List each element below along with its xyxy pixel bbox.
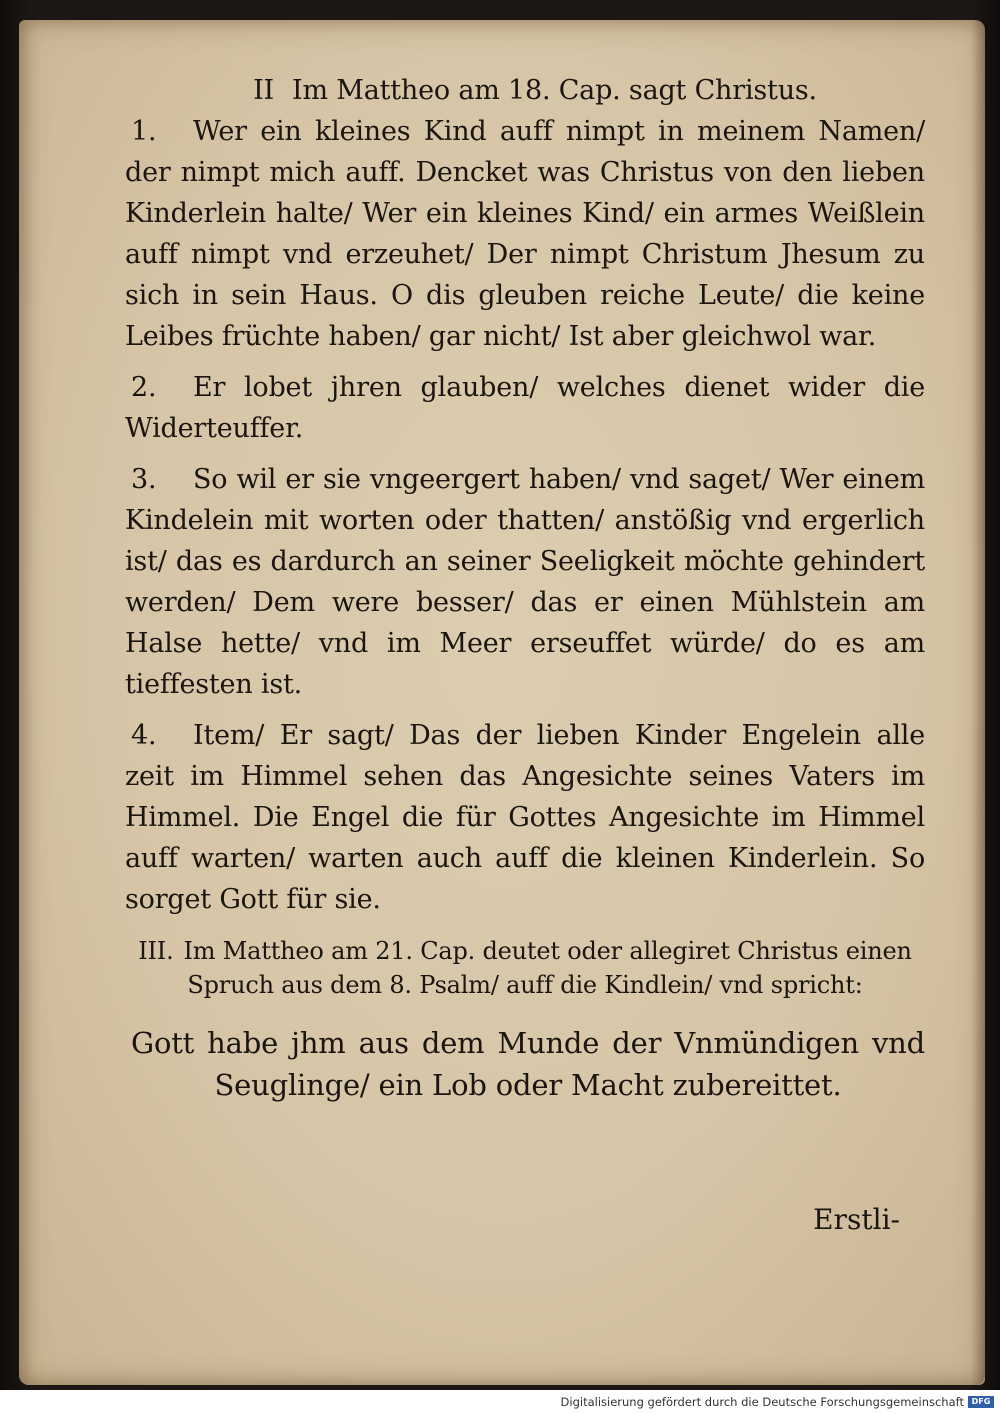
page-text [125,70,925,1106]
section-heading-2 [125,70,925,111]
catchword: Erstli- [813,1203,900,1236]
paragraph-text: Wer ein kleines Kind auff nimpt in meinem Namen/ der nimpt mich auff. Dencket was Christus von den lieben Kinderlein halte/ Wer ein kleines Kind/ ein armes Weißlein auff nimpt vnd erzeuhet/ Der nimpt Christum Jhesum zu sich in sein Haus. O dis gleuben reiche Leute/ die keine Leibes früchte haben/ gar nicht/ Ist aber gleichwol war. [125,116,925,352]
paragraph-number: 3. [131,464,157,495]
section-numeral: III. [138,937,174,965]
section-numeral: II [253,75,275,106]
paragraph-number: 4. [131,720,157,751]
section-heading-3 [125,934,925,1002]
paragraph-text: Er lobet jhren glauben/ welches dienet wider die Widerteuffer. [125,372,925,444]
paragraph-text: So wil er sie vngeergert haben/ vnd saget/ Wer einem Kindelein mit worten oder thatten/ anstößig vnd ergerlich ist/ das es dardurch an seiner Seeligkeit möchte gehindert werden/ Dem were besser/ das er einen Mühlstein am Halse hette/ vnd im Meer erseuffet würde/ do es am tieffesten ist. [125,464,925,700]
footer-bar [0,1390,1000,1414]
paragraph-text: Item/ Er sagt/ Das der lieben Kinder Engelein alle zeit im Himmel sehen das Angesichte seines Vaters im Himmel. Die Engel die für Gottes Angesichte im Himmel auff warten/ warten auch auff die kleinen Kinderlein. So sorget Gott für sie. [125,720,925,915]
dfg-logo: DFG [968,1396,994,1408]
scripture-quote: Gott habe jhm aus dem Munde der Vnmündigen vnd Seuglinge/ ein Lob oder Macht zubereittet. [131,1026,925,1102]
paragraph-3 [125,459,925,705]
paragraph-number: 1. [131,116,157,147]
page-edge-shadow [971,20,985,1385]
funding-notice: Digitalisierung gefördert durch die Deutsche Forschungsgemeinschaft [560,1395,964,1409]
paragraph-number: 2. [131,372,157,403]
section-heading-text: Im Mattheo am 21. Cap. deutet oder allegiret Christus einen Spruch aus dem 8. Psalm/ auff die Kindlein/ vnd spricht: [183,937,912,999]
paragraph-2 [125,367,925,449]
paragraph-4 [125,715,925,920]
section-heading-text: Im Mattheo am 18. Cap. sagt Christus. [292,75,817,106]
paragraph-1 [125,111,925,357]
